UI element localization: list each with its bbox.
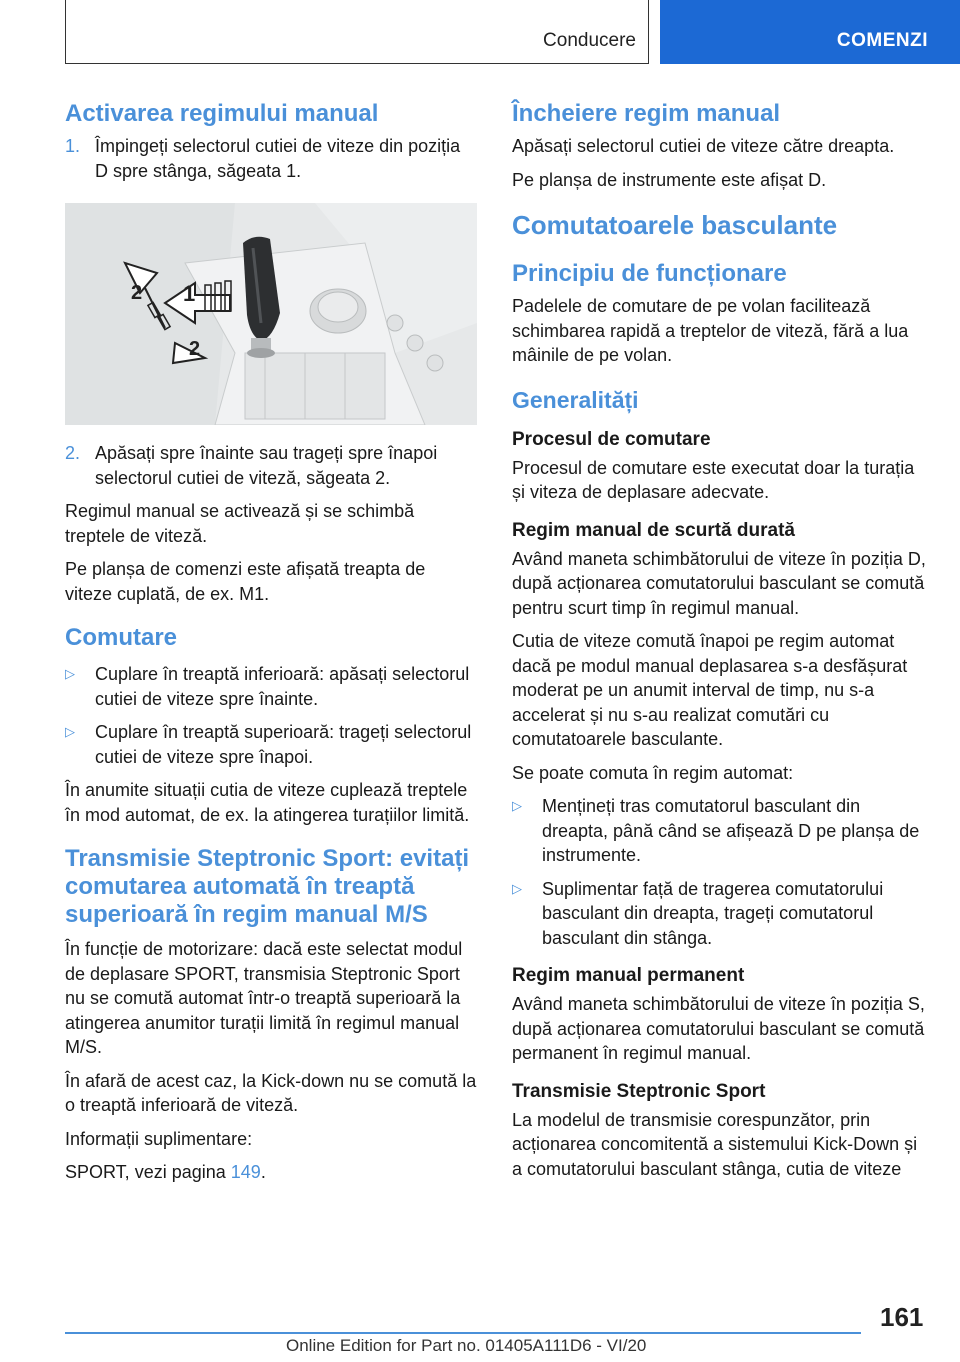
paragraph-steptronic: La modelul de transmisie corespunzător, prin acționarea concomitentă a sistemului Kick-Down și a comutatorului basculant stânga, cutia de viteze [512,1109,918,1179]
paragraph-short-3: Se poate comuta în regim automat: [512,762,794,783]
header-section-box [65,0,649,64]
figure-label-2-top: 2 [131,282,143,304]
bullet-triangle-icon: ▷ [512,798,522,813]
footer-edition: Online Edition for Part no. 01405A111D6 - VI/20 [286,1336,647,1355]
heading-shifting: Comutare [65,624,178,651]
paragraph-short-1: Având maneta schimbătorului de viteze în poziția D, după acționarea comutatorului basculant se comută pentru scurt timp în regimul manual. [512,548,926,618]
bullet-hold-paddle [512,794,926,868]
bullet-upshift-text: Cuplare în treaptă superioară: trageți selectorul cutiei de viteze spre înapoi. [95,722,472,767]
gear-selector-figure [65,203,477,425]
paragraph-sport-reference [65,1160,477,1185]
bullet-triangle-icon: ▷ [65,666,75,681]
heading-short-manual: Regim manual de scurtă durată [512,519,795,541]
paragraph-sport-mode: În funcție de motorizare: dacă este selectat modul de deplasare SPORT, transmisia Steptronic Sport nu se comută automat într-o treaptă superioară la atingerea anumitor turații limită în regimul manual M/S. [65,939,463,1057]
right-column [512,100,926,1190]
figure-label-1: 1 [183,281,196,306]
heading-end-manual: Încheiere regim manual [512,100,781,127]
paragraph-end-1: Apăsați selectorul cutiei de viteze către dreapta. [512,136,895,156]
heading-activate-manual: Activarea regimului manual [65,100,379,127]
sport-reference-text: SPORT, vezi pagina [65,1162,231,1182]
step-2 [65,441,477,490]
header-chapter-tab[interactable] [660,0,960,64]
paragraph-more-info: Informații suplimentare: [65,1128,253,1149]
heading-paddles: Comutatoarele basculante [512,210,838,240]
paragraph-auto-shift: În anumite situații cutia de viteze cuplează treptele în mod automat, de ex. la atingerea turațiilor limită. [65,780,470,825]
paragraph-shift-process: Procesul de comutare este executat doar la turația și viteza de deplasare adecvate. [512,457,915,502]
heading-general: Generalități [512,386,639,413]
heading-steptronic-sport-right: Transmisie Steptronic Sport [512,1080,766,1102]
heading-steptronic-sport: Transmisie Steptronic Sport: evitați comutarea automată în treaptă superioară în regim manual M/S [65,845,470,928]
bullet-triangle-icon: ▷ [512,880,522,896]
footer-divider [65,1332,861,1334]
step-1-text: Împingeți selectorul cutiei de viteze din poziția D spre stânga, săgeata 1. [95,136,461,181]
step-1 [65,134,477,183]
bullet-hold-paddle-text: Mențineți tras comutatorul basculant din dreapta, până când se afișează D pe planșa de instrumente. [542,796,920,865]
bullet-extra-paddle-text: Suplimentar față de tragerea comutatorului basculant din dreapta, trageți comutatorul basculant din stânga. [542,878,884,948]
header-chapter-label: COMENZI [836,30,928,51]
sport-reference-end: . [260,1162,266,1182]
step-2-text: Apăsați spre înainte sau trageți spre înapoi selectorul cutiei de viteză, săgeata 2. [95,443,438,488]
paragraph-short-2: Cutia de viteze comută înapoi pe regim automat dacă pe modul manual deplasarea s-a desfășurat moderat pe un anumit interval de timp, nu s-a accelerat și nu s-au realizat comutări cu comutatoarele basculante. [512,631,908,749]
page-number: 161 [880,1302,924,1332]
left-column [65,100,477,1194]
bullet-upshift [65,720,477,769]
step-1-number: 1. [65,136,81,156]
paragraph-permanent: Având maneta schimbătorului de viteze în poziția S, după acționarea comutatorului basculant se comută permanent în regimul manual. [512,994,925,1063]
header-section-title: Conducere [543,30,636,51]
step-2-number: 2. [65,443,81,463]
heading-shift-process: Procesul de comutare [512,428,711,450]
heading-permanent-manual: Regim manual permanent [512,965,745,986]
paragraph-end-2: Pe planșa de instrumente este afișat D. [512,169,827,190]
page-link-149[interactable]: 149 [230,1162,261,1182]
bullet-extra-paddle [512,877,926,951]
bullet-downshift-text: Cuplare în treaptă inferioară: apăsați selectorul cutiei de viteze spre înainte. [95,664,470,709]
paragraph-display-gear: Pe planșa de comenzi este afișată treapta de viteze cuplată, de ex. M1. [65,559,426,604]
paragraph-kickdown: În afară de acest caz, la Kick-down nu se comută la o treaptă inferioară de viteză. [65,1070,477,1115]
heading-principle: Principiu de funcționare [512,260,787,287]
bullet-triangle-icon: ▷ [65,724,75,739]
paragraph-manual-mode: Regimul manual se activează și se schimbă treptele de viteză. [65,501,415,546]
figure-label-2-bottom: 2 [189,338,201,360]
gear-selector-illustration [65,203,477,425]
bullet-downshift [65,662,477,711]
paragraph-principle: Padelele de comutare de pe volan facilitează schimbarea rapidă a treptelor de viteză, fără a lua mâinile de pe volan. [512,296,909,365]
